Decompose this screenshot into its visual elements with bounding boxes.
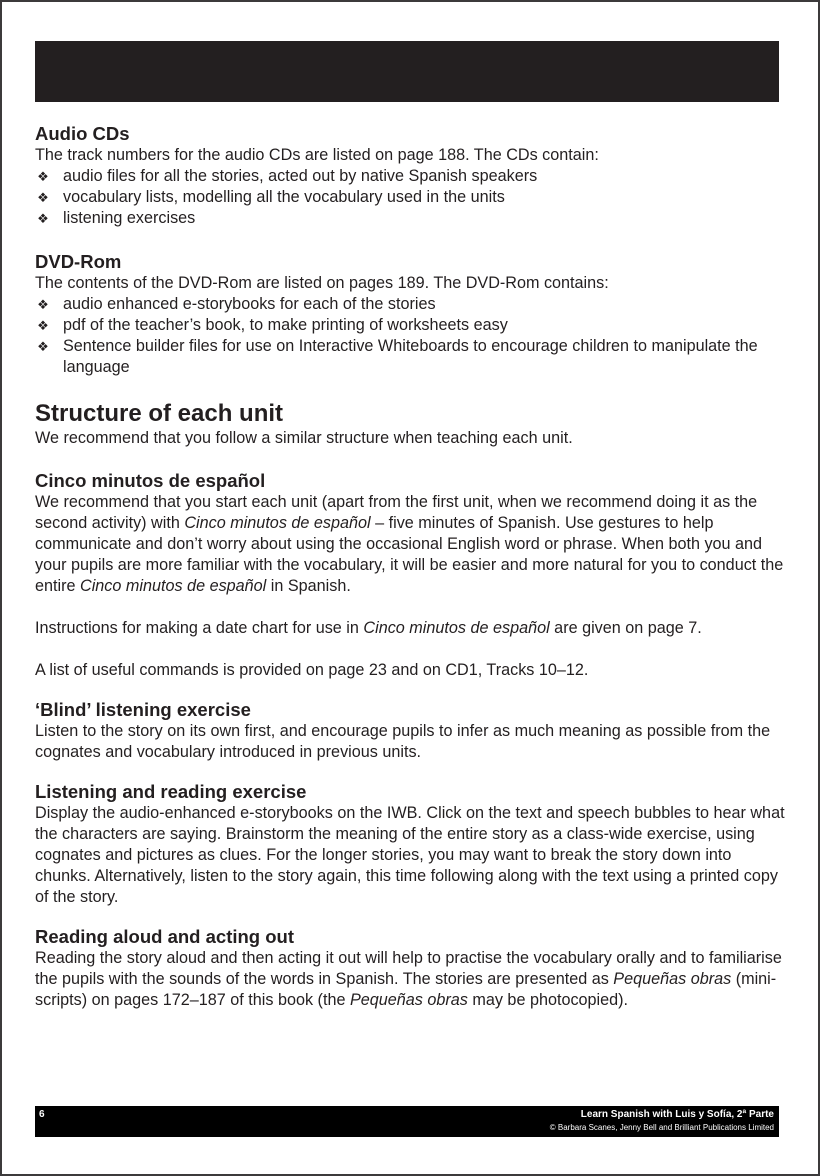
section-heading-cinco-minutos: Cinco minutos de español bbox=[35, 470, 266, 491]
diamond-bullet-icon: ❖ bbox=[37, 169, 49, 184]
reading-aloud-body: Reading the story aloud and then acting it out will help to practise the vocabulary orally and to familiarise the pupils with the sounds of the words in Spanish. The stories are presented as Pequeñas obras (mini-scripts) on pages 172–187 of this book (the Pequeñas obras may be photocopied). bbox=[35, 949, 782, 1009]
diamond-bullet-icon: ❖ bbox=[37, 297, 49, 312]
footer-copyright: © Barbara Scanes, Jenny Bell and Brilliant Publications Limited bbox=[549, 1123, 774, 1132]
dvd-rom-intro: The contents of the DVD-Rom are listed on pages 189. The DVD-Rom contains: bbox=[35, 274, 609, 292]
structure-intro: We recommend that you follow a similar structure when teaching each unit. bbox=[35, 429, 573, 447]
section-heading-listening-reading: Listening and reading exercise bbox=[35, 781, 307, 802]
section-heading-blind-listening: ‘Blind’ listening exercise bbox=[35, 699, 251, 720]
list-item: ❖ vocabulary lists, modelling all the vocabulary used in the units bbox=[35, 187, 785, 208]
diamond-bullet-icon: ❖ bbox=[37, 339, 49, 354]
page-content bbox=[35, 123, 785, 1011]
page-title-structure: Structure of each unit bbox=[35, 400, 284, 427]
blind-listening-body: Listen to the story on its own first, and encourage pupils to infer as much meaning as possible from the cognates and vocabulary introduced in previous units. bbox=[35, 722, 771, 761]
diamond-bullet-icon: ❖ bbox=[37, 190, 49, 205]
list-item: ❖ audio files for all the stories, acted out by native Spanish speakers bbox=[35, 166, 785, 187]
audio-cds-intro: The track numbers for the audio CDs are listed on page 188. The CDs contain: bbox=[35, 146, 599, 164]
list-item: ❖ Sentence builder files for use on Interactive Whiteboards to encourage children to manipulate the language bbox=[35, 336, 785, 378]
diamond-bullet-icon: ❖ bbox=[37, 211, 49, 226]
header-bar bbox=[35, 41, 779, 102]
audio-cds-list bbox=[35, 166, 785, 229]
cinco-paragraph-2: Instructions for making a date chart for use in Cinco minutos de español are given on page 7. bbox=[35, 619, 702, 637]
list-item: ❖ pdf of the teacher’s book, to make printing of worksheets easy bbox=[35, 315, 785, 336]
section-heading-audio-cds: Audio CDs bbox=[35, 123, 130, 144]
list-item: ❖ listening exercises bbox=[35, 208, 785, 229]
listening-reading-body: Display the audio-enhanced e-storybooks on the IWB. Click on the text and speech bubbles to hear what the characters are saying. Brainstorm the meaning of the entire story as a class-wide exercise, using cognates and pictures as clues. For the longer stories, you may want to break the story down into chunks. Alternatively, listen to the story again, this time following along with the text using a printed copy of the story. bbox=[35, 804, 785, 906]
list-item: ❖ audio enhanced e-storybooks for each of the stories bbox=[35, 294, 785, 315]
cinco-paragraph-3: A list of useful commands is provided on page 23 and on CD1, Tracks 10–12. bbox=[35, 661, 589, 679]
footer-book-title: Learn Spanish with Luis y Sofía, 2ª Parte bbox=[580, 1109, 774, 1120]
page-number: 6 bbox=[39, 1109, 45, 1120]
footer-bar bbox=[35, 1106, 779, 1137]
section-heading-reading-aloud: Reading aloud and acting out bbox=[35, 926, 294, 947]
dvd-rom-list bbox=[35, 294, 785, 378]
section-heading-dvd-rom: DVD-Rom bbox=[35, 251, 122, 272]
diamond-bullet-icon: ❖ bbox=[37, 318, 49, 333]
cinco-paragraph-1: We recommend that you start each unit (apart from the first unit, when we recommend doing it as the second activity) with Cinco minutos de español – five minutes of Spanish. Use gestures to help communicate and don’t worry about using the occasional English word or phrase. When both you and your pupils are more familiar with the vocabulary, it will be easier and more natural for you to conduct the entire Cinco minutos de español in Spanish. bbox=[35, 493, 784, 595]
